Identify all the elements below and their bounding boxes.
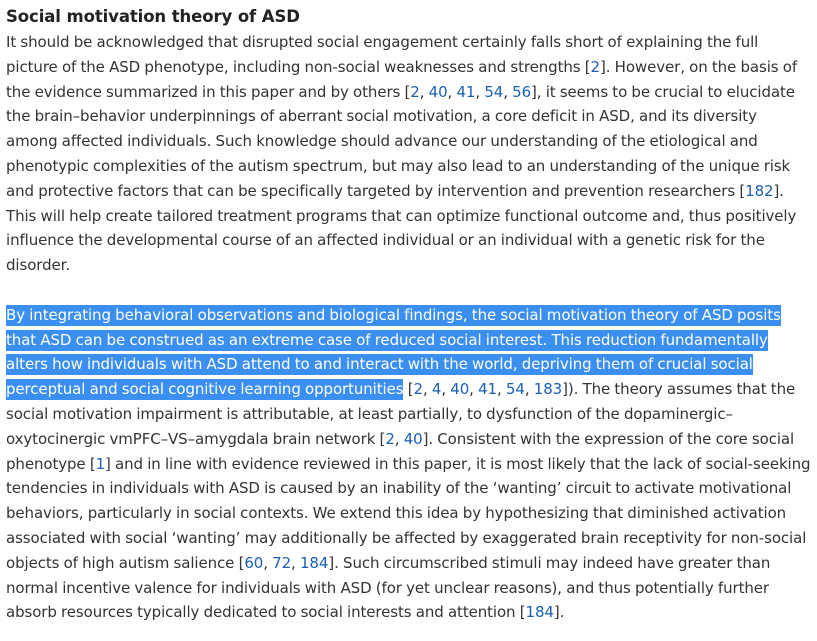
text-run: It should be acknowledged that disrupted social engagement certainly falls short of explaining the full picture of the ASD phenotype, including non-social weaknesses and strengths [ (6, 33, 759, 76)
text-run: ], it seems to be crucial to elucidate the brain–behavior underpinnings of aberrant social motivation, a core deficit in ASD, and its diversity among affected individuals. Such knowledge should advance our understanding of the etiological and phenotypic complexities of the autism spectrum, but may also lead to an understanding of the unique risk and protective factors that can be specifically targeted by intervention and prevention researchers [ (6, 82, 795, 200)
citation-link[interactable]: 60 (244, 553, 264, 572)
citation-link[interactable]: 40 (428, 82, 448, 101)
citation-link[interactable]: 72 (272, 553, 292, 572)
citation-link[interactable]: 184 (525, 603, 554, 622)
text-run: [ (403, 380, 414, 399)
paragraph-2: By integrating behavioral observations and biological findings, the social motivation theory of ASD posits that ASD can be construed as an extreme case of reduced social interest. This reduction fundamentally alters how individuals with ASD attend to and interact with the world, depriving them of crucial social perceptual and social cognitive learning opportunities [2, 4, 40, 41, 54, 183]). The theory assumes that the social motivation impairment is attributable, at least partially, to dysfunction of the dopaminergic–oxytocinergic vmPFC–VS–amygdala brain network [2, 40]. Consistent with the expression of the core social phenotype [1] and in line with evidence reviewed in this paper, it is most likely that the lack of social-seeking tendencies in individuals with ASD is caused by an inability of the ‘wanting’ circuit to activate motivational behaviors, particularly in social contexts. We extend this idea by hypothesizing that diminished activation associated with social ‘wanting’ may additionally be affected by exaggerated brain receptivity for non-social objects of high autism salience [60, 72, 184]. Such circumscribed stimuli may indeed have greater than normal incentive valence for individuals with ASD (for yet unclear reasons), and thus potentially further absorb resources typically dedicated to social interests and attention [184]. (6, 305, 811, 622)
text-run: ]. (553, 603, 565, 622)
section-title: Social motivation theory of ASD (6, 7, 300, 26)
text-run: ]. This will help create tailored treatment programs that can optimize functional outcome and, thus positively influence the developmental course of an affected individual or an individual with a genetic risk for the disorder. (6, 181, 797, 275)
citation-link[interactable]: 2 (410, 82, 420, 101)
text-run: ]). The theory assumes that the social motivation impairment is attributable, at least partially, to dysfunction of the dopaminergic–oxytocinergic vmPFC–VS–amygdala brain network [ (6, 380, 796, 448)
citation-link[interactable]: 54 (484, 82, 504, 101)
text-run: ]. Such circumscribed stimuli may indeed have greater than normal incentive valence for individuals with ASD (for yet unclear reasons), and thus potentially further absorb resources typically dedicated to social interests and attention [ (6, 553, 771, 622)
paragraph-1: It should be acknowledged that disrupted social engagement certainly falls short of explaining the full picture of the ASD phenotype, including non-social weaknesses and strengths [2]. However, on the basis of the evidence summarized in this paper and by others [2, 40, 41, 54, 56], it seems to be crucial to elucidate the brain–behavior underpinnings of aberrant social motivation, a core deficit in ASD, and its diversity among affected individuals. Such knowledge should advance our understanding of the etiological and phenotypic complexities of the autism spectrum, but may also lead to an understanding of the unique risk and protective factors that can be specifically targeted by intervention and prevention researchers [182]. This will help create tailored treatment programs that can optimize functional outcome and, thus positively influence the developmental course of an affected individual or an individual with a genetic risk for the disorder. (6, 33, 798, 275)
citation-link[interactable]: 182 (745, 181, 774, 200)
citation-link[interactable]: 41 (456, 82, 476, 101)
text-run: ]. Consistent with the expression of the core social phenotype [ (6, 429, 795, 473)
text-run: ] and in line with evidence reviewed in this paper, it is most likely that the lack of social-seeking tendencies in individuals with ASD is caused by an inability of the ‘wanting’ circuit to activate motivational behaviors, particularly in social contexts. We extend this idea by hypothesizing that diminished activation associated with social ‘wanting’ may additionally be affected by exaggerated brain receptivity for non-social objects of high autism salience [ (6, 454, 811, 572)
citation-link[interactable]: 41 (478, 380, 497, 399)
citation-link[interactable]: 2 (385, 429, 395, 448)
citation-link[interactable]: 1 (95, 454, 106, 473)
citation-link[interactable]: 183 (533, 380, 563, 399)
citation-link[interactable]: 2 (413, 380, 423, 399)
citation-link[interactable]: 40 (403, 429, 423, 448)
selected-text[interactable]: By integrating behavioral observations and biological findings, the social motivation theory of ASD posits that ASD can be construed as an extreme case of reduced social interest. This reduction fundamentally alters how individuals with ASD attend to and interact with the world, depriving them of crucial social perceptual and social cognitive learning opportunities (6, 305, 781, 399)
citation-link[interactable]: 54 (505, 380, 525, 399)
article-section (6, 4, 812, 625)
text-run: ]. However, on the basis of the evidence summarized in this paper and by others [ (6, 57, 798, 101)
citation-link[interactable]: 2 (590, 57, 600, 76)
citation-link[interactable]: 4 (431, 380, 442, 399)
citation-link[interactable]: 56 (512, 82, 532, 101)
citation-link[interactable]: 184 (299, 553, 329, 572)
citation-link[interactable]: 40 (450, 380, 470, 399)
